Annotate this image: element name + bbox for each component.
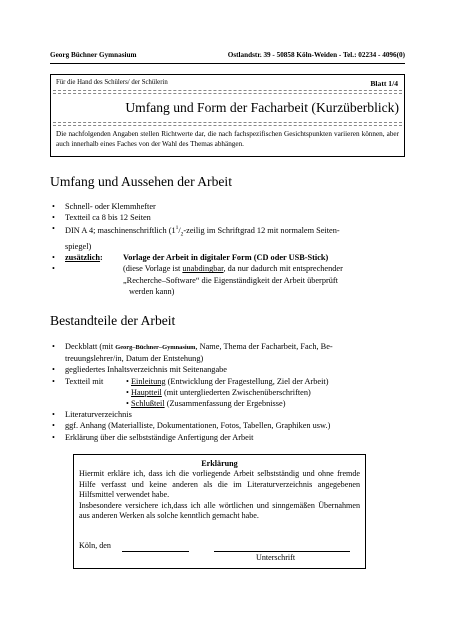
audience-note: Für die Hand des Schülers/ der Schülerin <box>56 79 168 86</box>
school-name: Georg Büchner Gymnasium <box>50 51 137 59</box>
document-title: Umfang und Form der Facharbeit (Kurzüberblick) <box>125 100 399 115</box>
dashed-rule <box>53 122 402 123</box>
bullet-icon: • <box>52 224 55 234</box>
bullet-icon: • <box>52 365 55 375</box>
list-item: • Textteil ca 8 bis 12 Seiten <box>52 213 151 223</box>
dashed-rule <box>53 90 402 91</box>
bullet-icon: • <box>52 421 55 431</box>
box-top-row <box>56 79 398 88</box>
bullet-icon: • <box>52 410 55 420</box>
school-address: Ostlandstr. 39 - 50858 Köln-Weiden - Tel.: 02234 - 4096(0) <box>227 51 405 59</box>
bullet-icon: • <box>52 213 55 223</box>
dashed-rule <box>53 93 402 94</box>
scope-list <box>50 201 405 297</box>
list-item: • gegliedertes Inhaltsverzeichnis mit Seitenangabe <box>52 365 227 375</box>
declaration-box <box>73 454 366 569</box>
bullet-icon: • <box>52 376 55 386</box>
list-item: • Schnell- oder Klemmhefter <box>52 202 156 211</box>
bullet-icon: • <box>52 202 55 211</box>
title-box <box>50 74 405 157</box>
sheet-number: Blatt 1/4 <box>370 79 398 88</box>
list-item: • (diese Vorlage ist unabdingbar, da nur dadurch mit entsprechender „Recherche–Software“ die Eigenständigkeit der Arbeit überprüft werden kann) <box>52 264 343 296</box>
declaration-title: Erklärung <box>201 459 238 468</box>
header-rule <box>50 63 405 64</box>
letterhead <box>50 51 405 59</box>
bullet-icon: • <box>52 253 55 263</box>
signature-line <box>214 551 350 552</box>
list-item: • zusätzlich: Vorlage der Arbeit in digitaler Form (CD oder USB-Stick) <box>52 253 329 263</box>
components-list <box>50 341 405 443</box>
section-heading-scope: Umfang und Aussehen der Arbeit <box>50 174 232 189</box>
list-item: • Deckblatt (mit Georg–Büchner–Gymnasium, Name, Thema der Facharbeit, Fach, Be- treuungslehrer/in, Datum der Entstehung) <box>52 342 333 364</box>
bullet-icon: • <box>52 264 55 274</box>
signature-label: Unterschrift <box>256 553 296 562</box>
bullet-icon: • <box>52 432 55 442</box>
declaration-paragraph: Insbesondere versichere ich,dass ich alle wörtlichen und sinngemäßen Übernahmen aus anderen Werken als solche kenntlich gemacht habe. <box>79 500 360 521</box>
dashed-rule <box>53 125 402 126</box>
declaration-paragraph: Hiermit erkläre ich, dass ich die vorliegende Arbeit selbstständig und ohne fremde Hilfe verfasst und keine anderen als die im Literaturverzeichnis angegebenen Hilfsmittel verwendet habe. <box>79 469 360 500</box>
section-heading-components: Bestandteile der Arbeit <box>50 313 176 328</box>
signature-area <box>79 541 360 565</box>
bullet-icon: • <box>52 342 55 351</box>
place-date-label: Köln, den <box>79 541 111 550</box>
list-item: • Textteil mit • Einleitung (Entwicklung der Fragestellung, Ziel der Arbeit) • Hauptteil (mit untergliederten Zwischenüberschriften) • Schlußteil (Zusammenfassung der Ergebnisse) <box>52 376 329 409</box>
list-item: • Erklärung über die selbstständige Anfertigung der Arbeit <box>52 432 254 442</box>
date-line <box>122 551 189 552</box>
list-item: • DIN A 4; maschinenschriftlich ($1^1/_2$-zeilig im Schriftgrad 12 mit normalem Seiten- spiegel) <box>52 224 340 252</box>
intro-text: Die nachfolgenden Angaben stellen Richtwerte dar, die nach fachspezifischen Gesichtspunkten variieren können, aber auch innerhalb eines Faches von der Wahl des Themas abhängen. <box>56 130 399 148</box>
list-item: • ggf. Anhang (Materialliste, Dokumentationen, Fotos, Tabellen, Graphiken usw.) <box>52 421 331 431</box>
list-item: • Literaturverzeichnis <box>52 410 132 420</box>
